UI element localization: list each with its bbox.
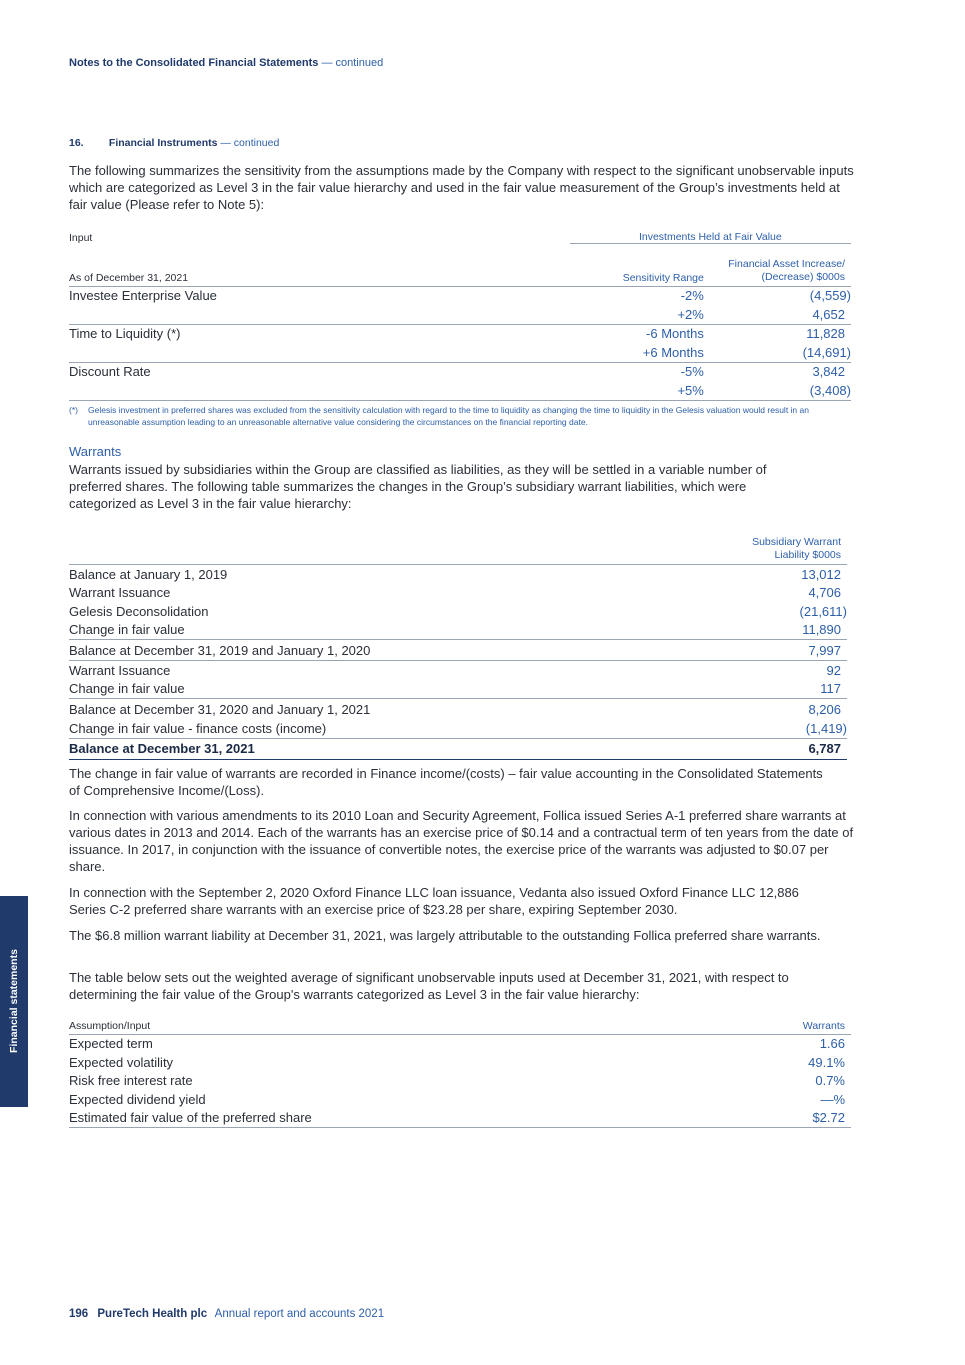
warrants-paragraph-5: The table below sets out the weighted average of significant unobservable inputs used at December 31, 2021, with respect to determining the fair value of the Group's warrants categorized as Level 3 in the fair value hierarchy: <box>69 970 789 1002</box>
table-row <box>69 362 851 381</box>
row-impact: (3,408) <box>704 381 851 400</box>
row-value: —% <box>820 1091 845 1107</box>
footnote <box>69 404 849 428</box>
total-row <box>69 738 847 759</box>
section-heading <box>69 137 279 149</box>
page-footer <box>69 1308 384 1320</box>
row-value: 1.66 <box>819 1036 845 1052</box>
row-label: Change in fair value <box>69 621 724 640</box>
company-name: PureTech Health plc <box>97 1308 208 1320</box>
warrants-paragraph-3: In connection with the September 2, 2020 Oxford Finance LLC loan issuance, Vedanta also issued Oxford Finance LLC 12,886 Series C-2 preferred share warrants with an exercise price of $23.28 per share, expiring September 2030. <box>69 885 799 917</box>
row-label: Warrant Issuance <box>69 662 171 678</box>
row-value: (21,611) <box>799 603 847 619</box>
table-row <box>69 699 847 720</box>
section-side-tab[interactable] <box>0 896 28 1107</box>
table-row <box>69 286 851 305</box>
row-value: 92 <box>826 662 841 678</box>
table-row <box>69 1053 851 1072</box>
row-input: Investee Enterprise Value <box>69 288 217 304</box>
row-value: 4,706 <box>808 585 841 601</box>
warrant-liability-header: Subsidiary Warrant Liability $000s <box>724 523 847 565</box>
row-impact: (14,691) <box>704 343 851 362</box>
impact-header: Financial Asset Increase/ (Decrease) $000s <box>704 244 851 287</box>
table-row <box>69 1090 851 1109</box>
warrants-heading: Warrants <box>69 444 122 459</box>
warrant-liability-table <box>69 523 847 760</box>
date-header: As of December 31, 2021 <box>69 244 570 287</box>
row-label: Expected term <box>69 1036 153 1052</box>
assumptions-table <box>69 1013 851 1128</box>
warrants-paragraph-2: In connection with various amendments to its 2010 Loan and Security Agreement, Follica issued Series A-1 preferred share warrants at various dates in 2013 and 2014. Each of the warrants has an exercise price of $0.14 and a contractual term of ten years from the date of issuance. In 2017, in conjunction with the issuance of convertible notes, the exercise price of the warrants was adjusted to $0.07 per share. <box>69 808 854 874</box>
section-number: 16. <box>69 137 84 149</box>
row-label: Expected volatility <box>69 1054 174 1070</box>
footnote-mark: (*) <box>69 405 78 415</box>
table-row <box>69 602 847 621</box>
warrants-paragraph-4: The $6.8 million warrant liability at December 31, 2021, was largely attributable to the outstanding Follica preferred share warrants. <box>69 928 821 943</box>
group-header: Investments Held at Fair Value <box>570 225 851 244</box>
row-impact: (4,559) <box>809 288 851 304</box>
side-tab-label: Financial statements <box>8 949 20 1053</box>
row-range: +5% <box>570 381 704 400</box>
row-value: 13,012 <box>801 566 841 582</box>
running-header-title: Notes to the Consolidated Financial Statements <box>69 57 319 69</box>
row-impact: 4,652 <box>704 305 851 324</box>
row-label: Gelesis Deconsolidation <box>69 603 209 619</box>
row-label: Estimated fair value of the preferred share <box>69 1109 724 1128</box>
row-value: 7,997 <box>724 640 847 661</box>
warrants-header: Warrants <box>724 1013 851 1034</box>
running-header <box>69 57 383 69</box>
sensitivity-table <box>69 225 851 401</box>
table-row <box>69 565 847 584</box>
total-value: 6,787 <box>724 738 847 759</box>
section-title: Financial Instruments <box>108 137 218 149</box>
warrants-intro: Warrants issued by subsidiaries within the Group are classified as liabilities, as they will be settled in a variable number of preferred shares. The following table summarizes the changes in the Group’s subsidiary warrant liabilities, which were categorized as Level 3 in the fair value hierarchy: <box>69 462 767 511</box>
row-label: Change in fair value - finance costs (income) <box>69 719 724 738</box>
input-header: Input <box>69 231 93 244</box>
table-row <box>69 661 847 680</box>
row-range: -6 Months <box>646 326 704 342</box>
table-row <box>69 343 851 362</box>
row-input: Discount Rate <box>69 364 151 380</box>
row-label: Expected dividend yield <box>69 1091 206 1107</box>
table-row <box>69 1034 851 1053</box>
row-input: Time to Liquidity (*) <box>69 326 181 342</box>
row-label: Balance at January 1, 2019 <box>69 566 228 582</box>
table-row <box>69 621 847 640</box>
row-input <box>69 343 570 362</box>
intro-paragraph: The following summarizes the sensitivity from the assumptions made by the Company with respect to the significant unobservable inputs which are categorized as Level 3 in the fair value hierarchy and used in the fair value measurement of the Group’s investments held at fair value (Please refer to Note 5): <box>69 163 854 212</box>
row-input <box>69 305 570 324</box>
section-continued: — continued <box>220 137 280 149</box>
row-range: +2% <box>570 305 704 324</box>
row-impact: 3,842 <box>812 364 845 380</box>
table-row <box>69 381 851 400</box>
range-header: Sensitivity Range <box>570 244 704 287</box>
total-label: Balance at December 31, 2021 <box>69 738 724 759</box>
table-row <box>69 680 847 699</box>
row-value: (1,419) <box>724 719 847 738</box>
row-range: -5% <box>680 364 704 380</box>
table-row <box>69 324 851 343</box>
row-range: -2% <box>680 288 704 304</box>
table-row <box>69 1072 851 1091</box>
table-row <box>69 1109 851 1128</box>
row-value: 8,206 <box>808 701 841 717</box>
row-label: Balance at December 31, 2019 and January 1, 2020 <box>69 640 724 661</box>
row-value: $2.72 <box>724 1109 851 1128</box>
row-value: 11,890 <box>724 621 847 640</box>
table-row <box>69 719 847 738</box>
row-label: Warrant Issuance <box>69 585 171 601</box>
row-input <box>69 381 570 400</box>
row-range: +6 Months <box>570 343 704 362</box>
table-row <box>69 584 847 603</box>
table-row <box>69 305 851 324</box>
row-value: 117 <box>724 680 847 699</box>
row-value: 0.7% <box>815 1073 845 1089</box>
table-row <box>69 640 847 661</box>
row-value: 49.1% <box>808 1054 845 1070</box>
report-title: Annual report and accounts 2021 <box>214 1308 385 1320</box>
row-label: Change in fair value <box>69 680 724 699</box>
footnote-text: Gelesis investment in preferred shares was excluded from the sensitivity calculation with regard to the time to liquidity as changing the time to liquidity in the Gelesis valuation would result in an unreasonable assumption leading to an unreasonable alternative value considering the circumstances on the financial reporting date. <box>88 405 809 427</box>
row-label: Risk free interest rate <box>69 1073 193 1089</box>
page-number: 196 <box>69 1308 89 1320</box>
running-header-continued: — continued <box>321 57 384 69</box>
warrants-paragraph-1: The change in fair value of warrants are recorded in Finance income/(costs) – fair value accounting in the Consolidated Statements of Comprehensive Income/(Loss). <box>69 766 823 798</box>
row-label: Balance at December 31, 2020 and January 1, 2021 <box>69 701 371 717</box>
assumption-header: Assumption/Input <box>69 1013 724 1034</box>
row-impact: 11,828 <box>806 326 845 342</box>
